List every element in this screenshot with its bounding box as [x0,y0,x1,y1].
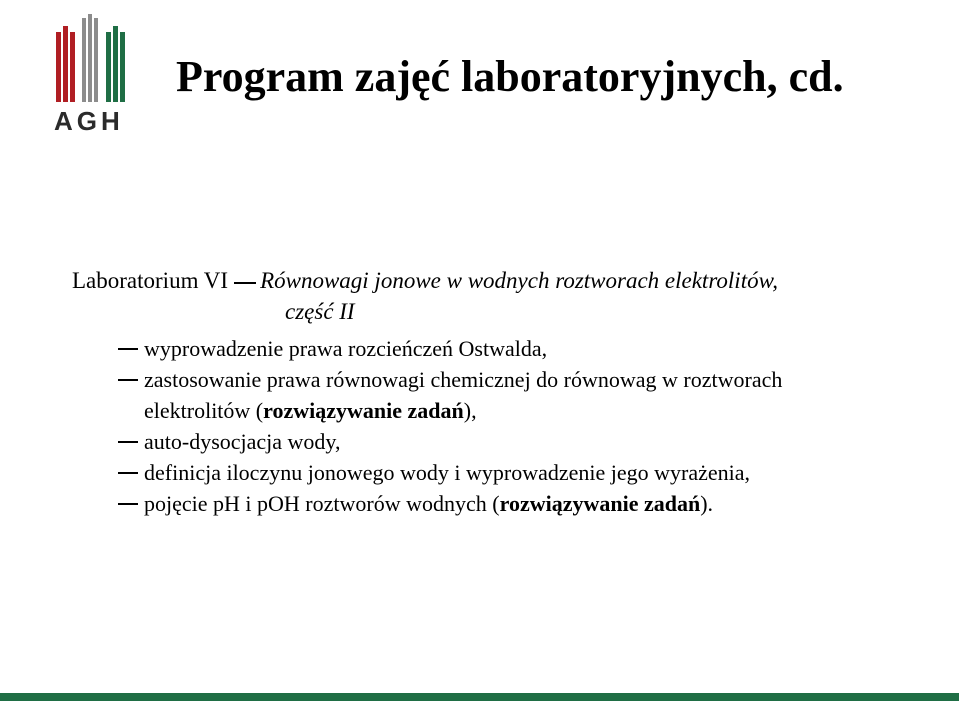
list-item: definicja iloczynu jonowego wody i wyprowadzenie jego wyrażenia, [118,457,782,488]
section-topic-cont: część II [285,299,355,324]
dash-separator [234,282,256,284]
list-item: wyprowadzenie prawa rozcieńczeń Ostwalda, [118,333,782,364]
dash-bullet-icon [118,441,138,443]
section-header-continuation [285,298,355,325]
dash-bullet-icon [118,472,138,474]
section-topic: Równowagi jonowe w wodnych roztworach elektrolitów, [260,268,778,293]
logo-text: AGH [54,106,124,136]
list-item: pojęcie pH i pOH roztworów wodnych (rozwiązywanie zadań). [118,488,782,519]
dash-bullet-icon [118,348,138,350]
list-item: auto-dysocjacja wody, [118,426,782,457]
section-prefix: Laboratorium VI [72,268,229,293]
agh-emblem-icon [52,12,132,108]
footer-bar [0,693,959,701]
topic-list [118,333,782,519]
dash-bullet-icon [118,379,138,381]
dash-bullet-icon [118,503,138,505]
list-item: zastosowanie prawa równowagi chemicznej do równowag w roztworach [118,364,782,395]
slide-title: Program zajęć laboratoryjnych, cd. [176,52,844,101]
agh-logo [52,12,132,136]
list-item-continuation: elektrolitów (rozwiązywanie zadań), [144,398,477,423]
section-header [72,267,778,294]
